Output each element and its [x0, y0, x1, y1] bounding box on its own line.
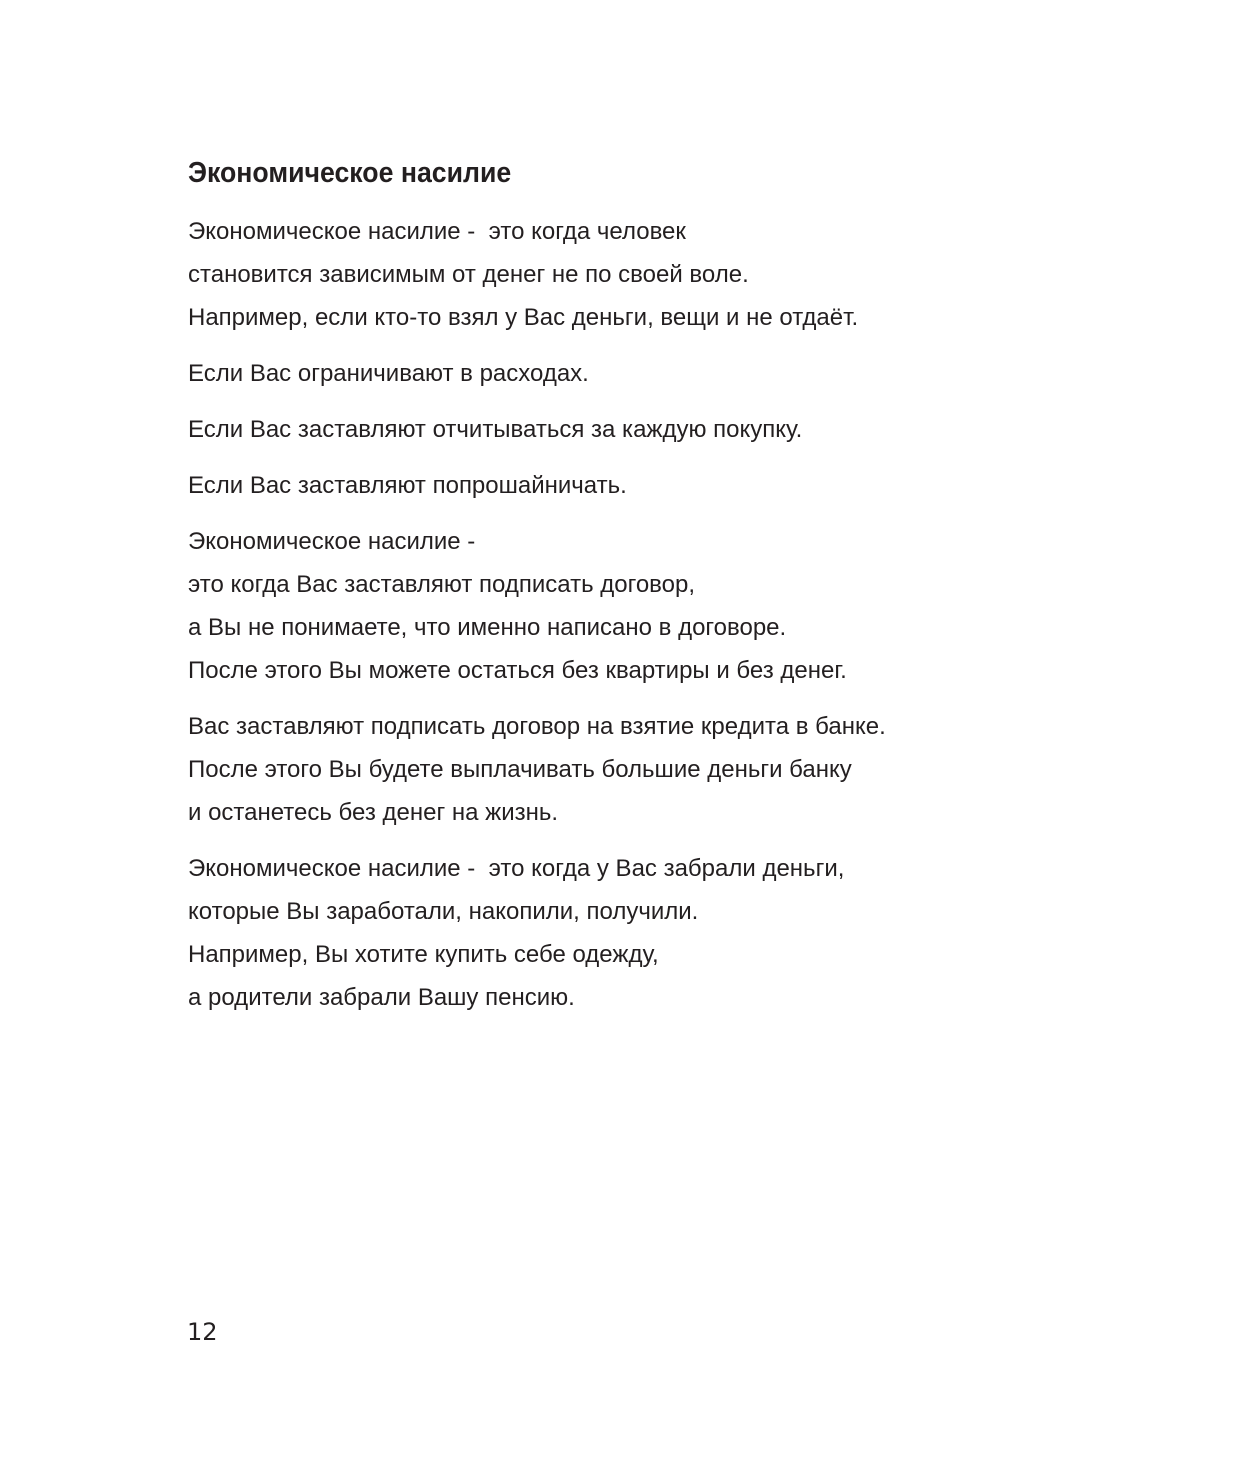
text-line: которые Вы заработали, накопили, получили. — [188, 898, 699, 925]
text-line: и останетесь без денег на жизнь. — [188, 799, 559, 826]
text-line: Например, если кто-то взял у Вас деньги, вещи и не отдаёт. — [188, 304, 859, 331]
text-line: Экономическое насилие - — [188, 528, 476, 555]
page-content — [188, 153, 1088, 1032]
paragraph-reporting — [188, 408, 1088, 451]
text-line: Экономическое насилие - это когда человек — [188, 218, 686, 245]
paragraph-taken-money — [188, 847, 1088, 1019]
text-line: После этого Вы будете выплачивать большие деньги банку — [188, 756, 852, 783]
text-line: После этого Вы можете остаться без квартиры и без денег. — [188, 657, 847, 684]
paragraph-begging — [188, 464, 1088, 507]
page-number: 12 — [187, 1318, 218, 1346]
page-title: Экономическое насилие — [188, 157, 512, 189]
text-line: а Вы не понимаете, что именно написано в договоре. — [188, 614, 787, 641]
paragraph-definition — [188, 210, 1088, 339]
text-line: Если Вас заставляют отчитываться за каждую покупку. — [188, 416, 803, 443]
text-line: Например, Вы хотите купить себе одежду, — [188, 941, 659, 968]
text-line: Экономическое насилие - это когда у Вас забрали деньги, — [188, 855, 845, 882]
paragraph-credit — [188, 705, 1088, 834]
paragraph-expense-limits — [188, 352, 1088, 395]
text-line: Вас заставляют подписать договор на взятие кредита в банке. — [188, 713, 886, 740]
text-line: а родители забрали Вашу пенсию. — [188, 984, 575, 1011]
text-line: это когда Вас заставляют подписать договор, — [188, 571, 696, 598]
text-line: Если Вас ограничивают в расходах. — [188, 360, 589, 387]
text-line: Если Вас заставляют попрошайничать. — [188, 472, 627, 499]
text-line: становится зависимым от денег не по своей воле. — [188, 261, 749, 288]
paragraph-contract — [188, 520, 1088, 692]
